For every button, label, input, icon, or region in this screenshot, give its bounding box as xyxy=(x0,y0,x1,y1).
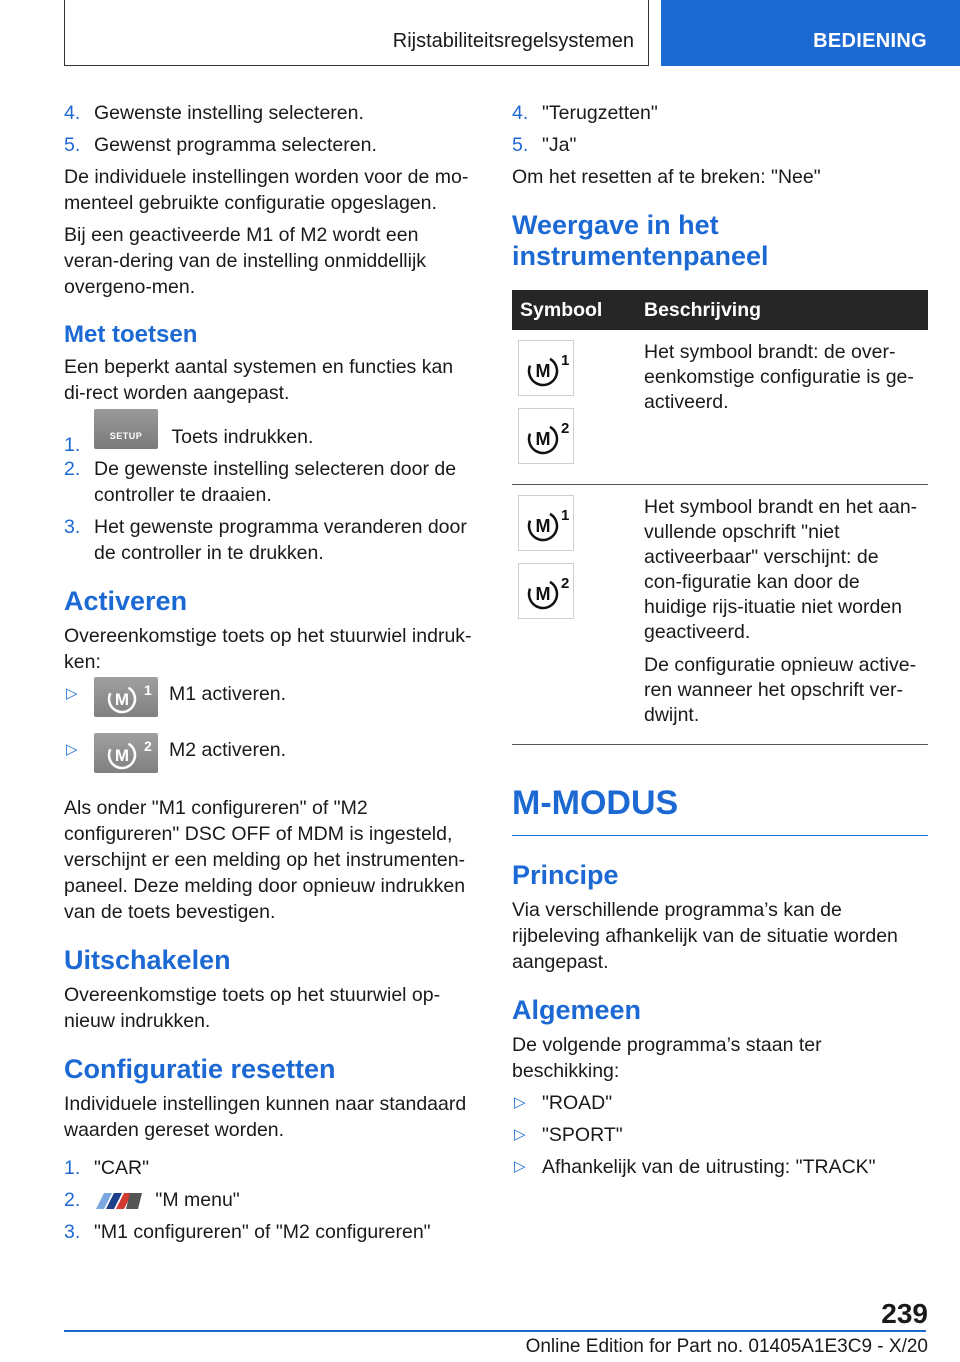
m-stripes-icon xyxy=(94,1192,144,1210)
heading-algemeen: Algemeen xyxy=(512,995,642,1025)
svg-text:1: 1 xyxy=(144,682,152,698)
svg-text:1: 1 xyxy=(561,352,570,369)
table-cell-symbols xyxy=(512,330,636,485)
list-item xyxy=(64,514,476,566)
paragraph: De volgende programma’s staan ter beschikking: xyxy=(512,1034,822,1082)
chapter-tab xyxy=(661,0,960,66)
heading-m-modus: M-MODUS xyxy=(512,783,928,836)
list-item xyxy=(512,1090,928,1116)
table-cell-description xyxy=(636,330,928,485)
svg-text:2: 2 xyxy=(561,420,570,437)
m1-display-icon xyxy=(518,495,574,551)
svg-text:1: 1 xyxy=(561,507,570,524)
description-text: Het symbool brandt en het aan‐vullende opschrift "niet activeerbaar" verschijnt: de con‐figuratie kan door de huidige rijs‐ituatie niet worden geactiveerd. xyxy=(644,496,918,643)
m2-display-icon xyxy=(518,408,574,464)
list-text: "M1 configureren" of "M2 configureren" xyxy=(94,1221,431,1243)
list-text: "CAR" xyxy=(94,1157,150,1179)
paragraph: Overeenkomstige toets op het stuurwiel op‐nieuw indrukken. xyxy=(64,984,441,1032)
m2-display-icon xyxy=(518,563,574,619)
svg-text:M: M xyxy=(114,746,130,765)
list-text: "ROAD" xyxy=(542,1092,613,1114)
paragraph: Een beperkt aantal systemen en functies kan di‐rect worden aangepast. xyxy=(64,356,454,404)
list-text: Het gewenste programma veranderen door de controller in te drukken. xyxy=(94,516,467,564)
setup-button-icon xyxy=(94,409,158,449)
list-number: 1. xyxy=(64,1157,81,1179)
table-row xyxy=(512,330,928,485)
bullet-icon: ▷ xyxy=(66,685,78,702)
list-item xyxy=(64,681,476,731)
symbol-table xyxy=(512,290,928,745)
list-number: 3. xyxy=(64,516,81,538)
svg-text:M: M xyxy=(535,584,551,604)
setup-button-label: SETUP xyxy=(109,430,143,441)
list-text: De gewenste instelling selecteren door de controller te draaien. xyxy=(94,458,457,506)
list-number: 2. xyxy=(64,1189,81,1211)
paragraph: Via verschillende programma’s kan de rijbeleving afhankelijk van de situatie worden aangepast. xyxy=(512,899,898,973)
table-cell-description xyxy=(636,485,928,745)
left-column xyxy=(64,100,476,1251)
table-header-description: Beschrijving xyxy=(636,290,928,330)
paragraph: Overeenkomstige toets op het stuurwiel indruk‐ken: xyxy=(64,625,472,673)
list-item xyxy=(64,100,476,126)
list-text: "SPORT" xyxy=(542,1124,623,1146)
list-text: Afhankelijk van de uitrusting: "TRACK" xyxy=(542,1156,876,1178)
heading-met-toetsen: Met toetsen xyxy=(64,321,198,348)
heading-activeren: Activeren xyxy=(64,586,188,616)
table-row xyxy=(512,485,928,745)
list-number: 4. xyxy=(64,102,81,124)
list-item xyxy=(64,424,476,456)
m1-display-icon xyxy=(518,340,574,396)
m2-button-icon xyxy=(94,733,158,773)
table-cell-symbols xyxy=(512,485,636,745)
chapter-title: BEDIENING xyxy=(813,30,927,52)
svg-text:2: 2 xyxy=(561,575,570,592)
list-number: 3. xyxy=(64,1221,81,1243)
footer-edition: Online Edition for Part no. 01405A1E3C9 - X/20 xyxy=(525,1336,928,1357)
heading-configuratie-resetten: Configuratie resetten xyxy=(64,1054,336,1084)
svg-text:2: 2 xyxy=(144,738,152,754)
list-number: 1. xyxy=(64,434,81,456)
table-header-row xyxy=(512,290,928,330)
list-item xyxy=(512,132,928,158)
list-number: 2. xyxy=(64,458,81,480)
svg-text:M: M xyxy=(535,429,551,449)
list-text: Toets indrukken. xyxy=(171,426,314,448)
list-text: "Terugzetten" xyxy=(542,102,658,124)
svg-text:M: M xyxy=(535,361,551,381)
list-text: Gewenst programma selecteren. xyxy=(94,134,377,156)
heading-uitschakelen: Uitschakelen xyxy=(64,945,231,975)
table-header-symbol: Symbool xyxy=(512,290,636,330)
list-item xyxy=(64,1155,476,1181)
heading-weergave: Weergave in het instrumentenpaneel xyxy=(512,210,769,271)
description-text: Het symbool brandt: de over‐eenkomstige configuratie is ge‐activeerd. xyxy=(644,341,914,413)
paragraph: Individuele instellingen kunnen naar standaard waarden gereset worden. xyxy=(64,1093,467,1141)
svg-text:M: M xyxy=(535,516,551,536)
paragraph: Bij een geactiveerde M1 of M2 wordt een veran‐dering van de instelling onmiddellijk overgeno‐men. xyxy=(64,224,427,298)
m1-button-icon xyxy=(94,677,158,717)
bullet-icon: ▷ xyxy=(66,741,78,758)
list-number: 4. xyxy=(512,102,529,124)
list-item xyxy=(64,132,476,158)
list-text: "Ja" xyxy=(542,134,577,156)
list-number: 5. xyxy=(64,134,81,156)
paragraph: De individuele instellingen worden voor de mo‐menteel gebruikte configuratie opgeslagen. xyxy=(64,166,469,214)
list-text: "M menu" xyxy=(155,1189,240,1211)
list-text: M2 activeren. xyxy=(169,739,287,761)
section-tab xyxy=(64,0,649,66)
list-item xyxy=(64,737,476,789)
paragraph: Om het resetten af te breken: "Nee" xyxy=(512,166,821,188)
list-number: 5. xyxy=(512,134,529,156)
list-item xyxy=(64,1219,476,1245)
bullet-icon: ▷ xyxy=(514,1158,526,1175)
list-text: Gewenste instelling selecteren. xyxy=(94,102,364,124)
bullet-icon: ▷ xyxy=(514,1126,526,1143)
bullet-icon: ▷ xyxy=(514,1094,526,1111)
list-item xyxy=(512,1154,928,1180)
list-text: M1 activeren. xyxy=(169,683,287,705)
page-number: 239 xyxy=(881,1298,928,1329)
list-item xyxy=(512,100,928,126)
list-item xyxy=(64,1187,476,1213)
description-text: De configuratie opnieuw active‐ren wanneer het opschrift ver‐dwijnt. xyxy=(644,654,917,726)
page-header xyxy=(0,0,960,66)
footer-divider xyxy=(64,1330,926,1332)
list-item xyxy=(64,456,476,508)
section-title: Rijstabiliteitsregelsystemen xyxy=(392,30,634,52)
paragraph: Als onder "M1 configureren" of "M2 configureren" DSC OFF of MDM is ingesteld, verschijnt er een melding op het instrumenten‐paneel. Deze melding door opnieuw indrukken van de toets bevestigen. xyxy=(64,797,466,923)
right-column xyxy=(512,100,928,1186)
heading-principe: Principe xyxy=(512,860,619,890)
list-item xyxy=(512,1122,928,1148)
svg-text:M: M xyxy=(114,690,130,709)
